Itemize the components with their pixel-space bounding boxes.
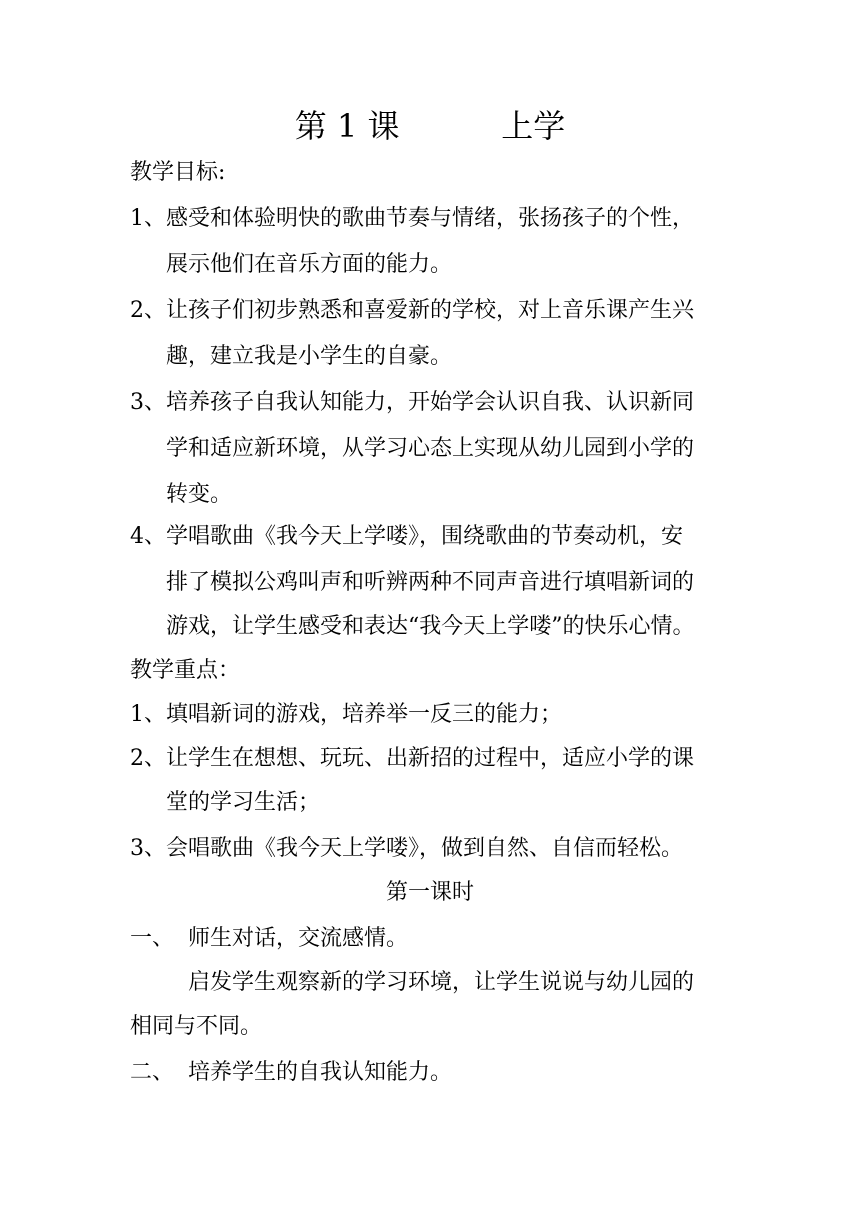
objectives-heading: 教学目标: <box>130 160 226 185</box>
section-body-continued: 相同与不同。 <box>130 1014 263 1039</box>
objective-number: 1、 <box>130 206 166 231</box>
lesson-section-1 <box>130 924 408 954</box>
key-point-text: 让学生在想想、玩玩、出新招的过程中，适应小学的课 <box>166 746 695 771</box>
objective-item-2 <box>130 296 694 326</box>
key-point-item-1 <box>130 700 562 730</box>
section-title: 培养学生的自我认知能力。 <box>188 1060 453 1085</box>
objective-text-continued: 趣，建立我是小学生的自豪。 <box>166 344 453 369</box>
objective-text-continued: 转变。 <box>166 482 233 507</box>
page-title: 第 1 课 上学 <box>294 107 566 145</box>
objective-text-continued: 学和适应新环境，从学习心态上实现从幼儿园到小学的 <box>166 436 695 461</box>
key-point-text: 会唱歌曲《我今天上学喽》，做到自然、自信而轻松。 <box>166 836 684 861</box>
lesson-heading: 第一课时 <box>385 880 474 905</box>
objective-text: 让孩子们初步熟悉和喜爱新的学校，对上音乐课产生兴 <box>166 298 695 323</box>
section-body: 启发学生观察新的学习环境，让学生说说与幼儿园的 <box>188 970 695 995</box>
key-points-heading: 教学重点： <box>130 658 241 683</box>
key-point-number: 1、 <box>130 702 166 727</box>
section-title: 师生对话，交流感情。 <box>188 926 409 951</box>
objective-item-4 <box>130 522 683 552</box>
objective-text: 学唱歌曲《我今天上学喽》，围绕歌曲的节奏动机，安 <box>166 524 684 549</box>
key-point-text: 填唱新词的游戏，培养举一反三的能力； <box>166 702 563 727</box>
key-point-number: 2、 <box>130 746 166 771</box>
objective-text: 感受和体验明快的歌曲节奏与情绪，张扬孩子的个性， <box>166 206 695 231</box>
lesson-section-2 <box>130 1058 452 1088</box>
objective-text: 培养孩子自我认知能力，开始学会认识自我、认识新同 <box>166 390 695 415</box>
objective-text-continued: 游戏，让学生感受和表达“我今天上学喽”的快乐心情。 <box>166 614 695 639</box>
objective-number: 4、 <box>130 524 166 549</box>
section-number: 二、 <box>130 1060 175 1085</box>
objective-item-3 <box>130 388 694 418</box>
key-point-item-3 <box>130 834 683 864</box>
key-point-item-2 <box>130 744 694 774</box>
objective-number: 3、 <box>130 390 166 415</box>
objective-number: 2、 <box>130 298 166 323</box>
objective-text-continued: 展示他们在音乐方面的能力。 <box>166 252 453 277</box>
key-point-number: 3、 <box>130 836 166 861</box>
key-point-text-continued: 堂的学习生活； <box>166 790 321 815</box>
objective-item-1 <box>130 204 694 234</box>
section-number: 一、 <box>130 926 175 951</box>
objective-text-continued: 排了模拟公鸡叫声和听辨两种不同声音进行填唱新词的 <box>166 570 695 595</box>
